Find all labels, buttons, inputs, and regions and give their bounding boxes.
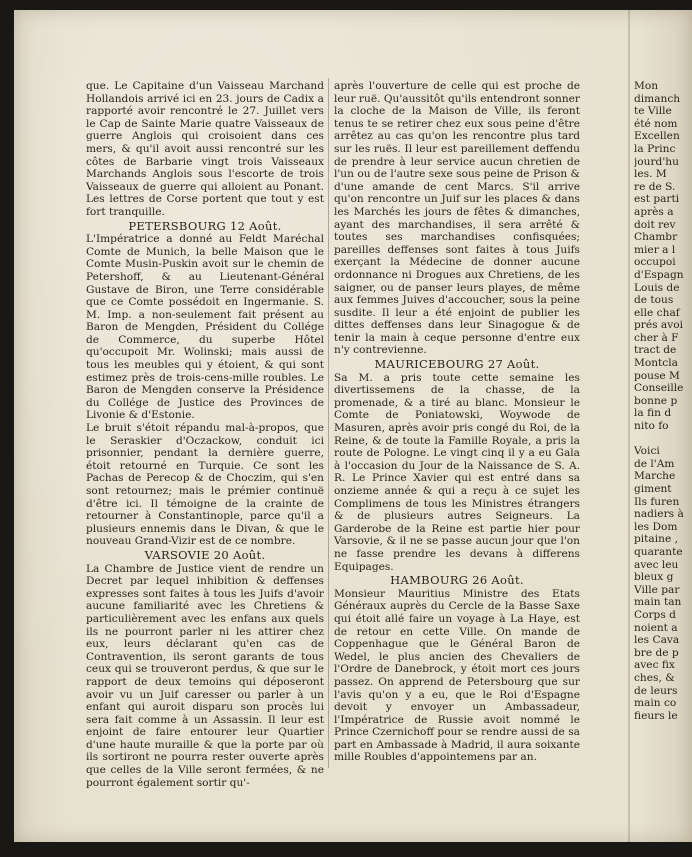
cropped-line: Excellen — [634, 130, 680, 143]
cropped-line: bre de p — [634, 646, 679, 659]
cropped-line: noient a — [634, 621, 678, 634]
cropped-line: la Princ — [634, 142, 676, 155]
cropped-line: pouse M — [634, 369, 680, 382]
cropped-line: doit rev — [634, 218, 676, 231]
column-rule — [328, 78, 329, 768]
cropped-line: main tan — [634, 596, 682, 609]
cropped-line: elle chaf — [634, 306, 680, 319]
article-paragraph: que. Le Capitaine d'un Vaisseau Marchand Hollandois arrivé ici en 23. jours de Cadix a rapporté avoir rencontré le 27. Juillet vers le Cap de Sainte Marie quatre Vaisseaux de guerre Anglois qui croisoient dans ces mers, & qu'il avoit aussi rencontré sur les côtes de Barbarie vingt trois Vaisseaux Marchands Anglois sous l'escorte de trois Vaisseaux de guerre qui alloient au Ponant. Les lettres de Corse portent que tout y est fort tranquille. — [86, 80, 324, 218]
cropped-line: de tous — [634, 294, 674, 307]
cropped-line: cher à F — [634, 331, 679, 344]
cropped-line: Conseille — [634, 382, 684, 395]
cropped-line: fieurs le — [634, 709, 678, 722]
column-middle — [334, 80, 580, 764]
article-paragraph: après l'ouverture de celle qui est proche de leur ruë. Qu'aussitôt qu'ils entendront sonner la cloche de la Maison de Ville, ils feront tenus te se retirer chez eux sous peine d'être arrêtez au cas qu'on les rencontre plus tard sur les ruës. Il leur est pareillement deffendu de prendre à leur service aucun chretien de l'un ou de l'autre sexe sous peine de Prison & d'une amande de cent Marcs. S'il arrive qu'on rencontre un Juif sur les places & dans les Marchés les jours de fêtes & dimanches, ayant des marchandises, il sera arrêté & toutes ses marchandises confisquées; pareilles deffenses sont faites à tous Juifs exerçant la Médecine de donner aucune ordonnance ni Drogues aux Chretiens, de les saigner, ou de panser leurs playes, de même aux femmes Juives d'accoucher, sous la peine susdite. Il leur a été enjoint de publier les dittes deffenses dans leur Sinagogue & de tenir la main à ceque personne d'entre eux n'y contrevienne. — [334, 80, 580, 357]
cropped-line: giment — [634, 483, 672, 495]
cropped-line: mier a l — [634, 243, 676, 256]
cropped-line: Voici — [634, 445, 660, 458]
cropped-line: d'Espagn — [634, 268, 684, 281]
cropped-line: bleux g — [634, 571, 674, 584]
cropped-line: dimanch — [634, 92, 681, 105]
cropped-line: nadiers à — [634, 508, 684, 521]
article-paragraph: L'Impératrice a donné au Feldt Maréchal Comte de Munich, la belle Maison que le Comte Musin-Puskin avoit sur le chemin de Petershoff, & au Lieutenant-Général Gustave de Biron, une Terre considérable que ce Comte possédoit en Ingermanie. S. M. Imp. a non-seulement fait présent au Baron de Mengden, Président du Collége de Commerce, du superbe Hôtel qu'occupoit Mr. Wolinski; mais aussi de tous les meubles qui y étoient, & qui sont estimez près de trois-cens-mille roubles. Le Baron de Mengden conserve la Présidence du Collége de Justice des Provinces de Livonie & d'Estonie. — [86, 233, 324, 422]
cropped-line: Ville par — [634, 583, 680, 596]
cropped-line: après a — [634, 205, 674, 218]
article-paragraph: Le bruit s'étoit répandu mal-à-propos, que le Seraskier d'Oczackow, conduit ici prisonnier, pendant la dernière guerre, étoit retourné en Turquie. Ce sont les Pachas de Perecop & de Choczim, qui s'en sont retournez; mais le prémier continuë d'être ici. Il témoigne de la crainte de retourner à Constantinople, parce qu'il a plusieurs ennemis dans le Divan, & que le nouveau Grand-Vizir est de ce nombre. — [86, 422, 324, 548]
cropped-line: de l'Am — [634, 457, 675, 470]
dateline-hambourg: HAMBOURG 26 Août. — [390, 573, 524, 588]
cropped-line: les. M — [634, 168, 667, 181]
cropped-line: Montcla — [634, 357, 678, 370]
article-paragraph: Monsieur Mauritius Ministre des Etats Généraux auprès du Cercle de la Basse Saxe qui étoit allé faire un voyage à La Haye, est de retour en cette Ville. On mande de Coppenhague que le Général Baron de Wedel, le plus ancien des Chevaliers de l'Ordre de Danebrock, y étoit mort ces jours passez. On apprend de Petersbourg que sur l'avis qu'on y a eu, que le Roi d'Espagne devoit y envoyer un Ambassadeur, l'Impératrice de Russie avoit nommé le Prince Czernichoff pour se rendre aussi de sa part en Ambassade à Madrid, il aura soixante mille Roubles d'appointemens par an. — [334, 587, 580, 764]
cropped-line: Marche — [634, 470, 676, 483]
cropped-line: ches, & — [634, 671, 675, 684]
cropped-line: te Ville — [634, 105, 672, 118]
cropped-line — [634, 433, 692, 446]
cropped-line: Louis de — [634, 281, 680, 294]
article-paragraph: La Chambre de Justice vient de rendre un Decret par lequel inhibition & deffenses expresses sont faites à tous les Juifs d'avoir aucune familiarité avec les Chretiens & particulièrement avec les enfans aux quels ils ne pourront parler ni les attirer chez eux, leurs déclarant qu'en cas de Contravention, ils seront garants de tous ceux qui se trouveront perdus, & que sur le rapport de deux temoins qui déposeront avoir vu un Juif caresser ou parler à un enfant qui auroit disparu son procès lui sera fait comme à un Assassin. Il leur est enjoint de faire entourer leur Quartier d'une haute muraille & que la porte par où ils sortiront ne pourra rester ouverte après que celles de la Ville seront fermées, & ne pourront également sortir qu'- — [86, 562, 324, 789]
cropped-line: quarante — [634, 545, 683, 558]
cropped-line: est parti — [634, 193, 680, 206]
cropped-line: les Dom — [634, 520, 678, 533]
dateline-petersbourg: PETERSBOURG 12 Août. — [128, 218, 282, 233]
page-fold — [628, 10, 630, 842]
cropped-line: avec leu — [634, 558, 679, 571]
cropped-line: Ils furen — [634, 495, 680, 508]
cropped-line: prés avoi — [634, 319, 683, 332]
cropped-line: bonne p — [634, 394, 678, 407]
newspaper-page — [14, 10, 692, 842]
cropped-line: Chambr — [634, 231, 678, 244]
cropped-line: nito fo — [634, 420, 669, 433]
cropped-line: avec fix — [634, 659, 675, 672]
column-right-cropped — [634, 80, 692, 722]
cropped-line: jourd'hu — [634, 155, 679, 168]
cropped-line: Corps d — [634, 608, 676, 621]
cropped-line: pitaine , — [634, 533, 678, 546]
cropped-line: occupoi — [634, 256, 676, 269]
cropped-line: la fin d — [634, 407, 672, 420]
cropped-line: re de S. — [634, 180, 676, 193]
article-paragraph: Sa M. a pris toute cette semaine les divertissemens de la chasse, de la promenade, & a tiré au blanc. Monsieur le Comte de Poniatowski, Woywode de Masuren, après avoir pris congé du Roi, de la Reine, & de toute la Famille Royale, a pris la route de Pologne. Le vingt cinq il y a eu Gala à l'occasion du Jour de la Naissance de S. A. R. Le Prince Xavier qui est entré dans sa onzieme année & qui a reçu à ce sujet les Complimens de tous les Ministres étrangers & de plusieurs autres Seigneurs. La Garderobe de la Reine est partie hier pour Varsovie, & il ne se passe aucun jour que l'on ne fasse prendre les devans à differens Equipages. — [334, 371, 580, 573]
cropped-line: de leurs — [634, 684, 678, 697]
cropped-line: été nom — [634, 117, 678, 130]
column-left — [86, 80, 324, 789]
cropped-line: main co — [634, 697, 677, 710]
cropped-line: tract de — [634, 344, 677, 357]
cropped-line: les Cava — [634, 634, 680, 647]
dateline-mauricebourg: MAURICEBOURG 27 Août. — [374, 357, 540, 372]
cropped-line: Mon — [634, 80, 659, 92]
dateline-varsovie: VARSOVIE 20 Août. — [144, 547, 266, 562]
